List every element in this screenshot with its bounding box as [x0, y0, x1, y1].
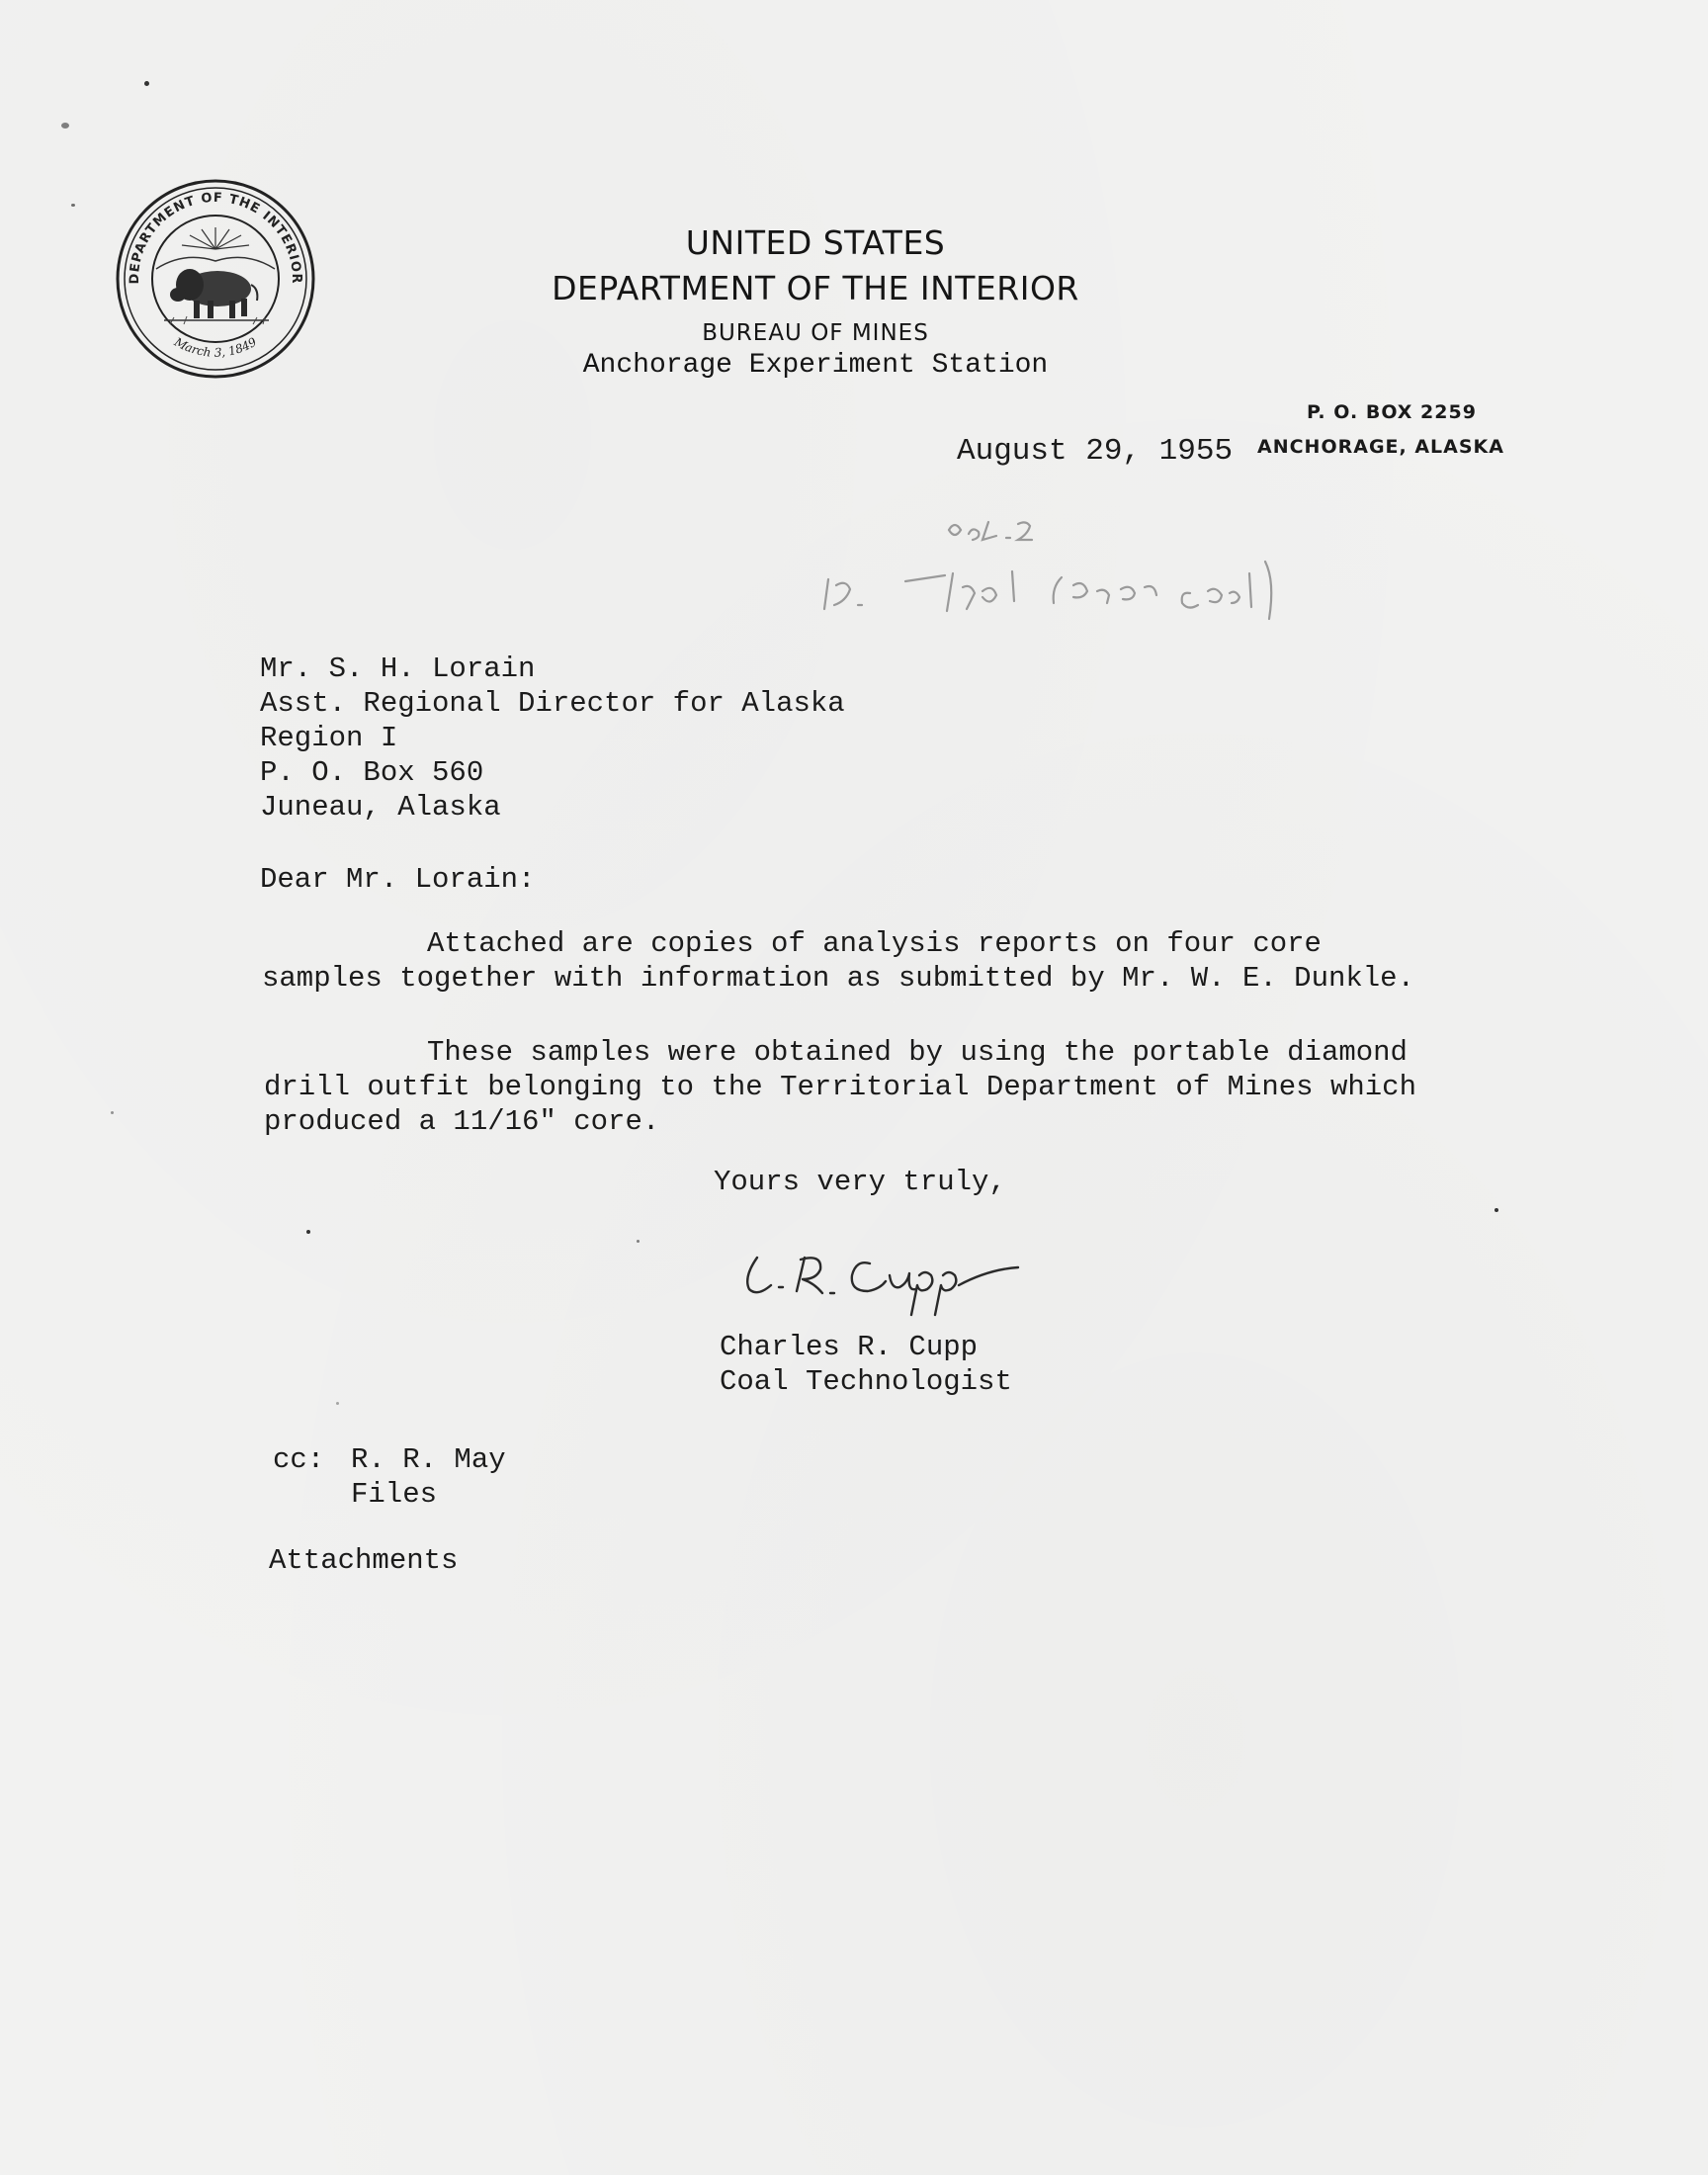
handwritten-annotation [814, 502, 1447, 651]
letterhead-country: UNITED STATES [685, 223, 946, 262]
paragraph1-line2: samples together with information as submitted by Mr. W. E. Dunkle. [262, 962, 1414, 995]
scan-speck [111, 1111, 114, 1114]
signer-name: Charles R. Cupp [720, 1331, 979, 1363]
handwritten-signature [735, 1236, 1052, 1325]
recipient-name: Mr. S. H. Lorain [260, 652, 536, 685]
paragraph2-line2: drill outfit belonging to the Territorial Department of Mines which [264, 1071, 1416, 1103]
letterhead-bureau: BUREAU OF MINES [702, 320, 929, 346]
letterhead-po-box: P. O. BOX 2259 [1307, 401, 1477, 423]
scan-speck [336, 1402, 339, 1405]
scan-speck [1494, 1208, 1498, 1212]
svg-text:March 3, 1849: March 3, 1849 [172, 334, 259, 360]
scan-speck [637, 1240, 640, 1243]
cc-label: cc: [273, 1443, 325, 1476]
recipient-region: Region I [260, 722, 398, 754]
paragraph2-line1: These samples were obtained by using the portable diamond [427, 1036, 1408, 1069]
enclosure-note: Attachments [269, 1544, 459, 1577]
scan-speck [306, 1230, 310, 1234]
letterhead-city: ANCHORAGE, ALASKA [1257, 436, 1504, 458]
paragraph1-line1: Attached are copies of analysis reports on four core [427, 927, 1322, 960]
scan-speck [71, 204, 75, 207]
cc-recipient: Files [351, 1478, 438, 1511]
closing: Yours very truly, [714, 1166, 1006, 1198]
scan-speck [61, 123, 69, 129]
recipient-city: Juneau, Alaska [260, 791, 501, 824]
letter-date: August 29, 1955 [957, 434, 1234, 469]
paragraph2-line3: produced a 11/16" core. [264, 1105, 660, 1138]
signer-title: Coal Technologist [720, 1365, 1012, 1398]
letterhead-station: Anchorage Experiment Station [582, 350, 1049, 381]
cc-recipient: R. R. May [351, 1443, 506, 1476]
salutation: Dear Mr. Lorain: [260, 863, 536, 896]
scan-speck [144, 81, 149, 86]
department-seal-icon [115, 178, 316, 380]
recipient-title: Asst. Regional Director for Alaska [260, 687, 845, 720]
svg-text:DEPARTMENT OF THE INTERIOR: DEPARTMENT OF THE INTERIOR [127, 190, 304, 285]
letterhead-department: DEPARTMENT OF THE INTERIOR [552, 269, 1079, 307]
recipient-po-box: P. O. Box 560 [260, 756, 484, 789]
